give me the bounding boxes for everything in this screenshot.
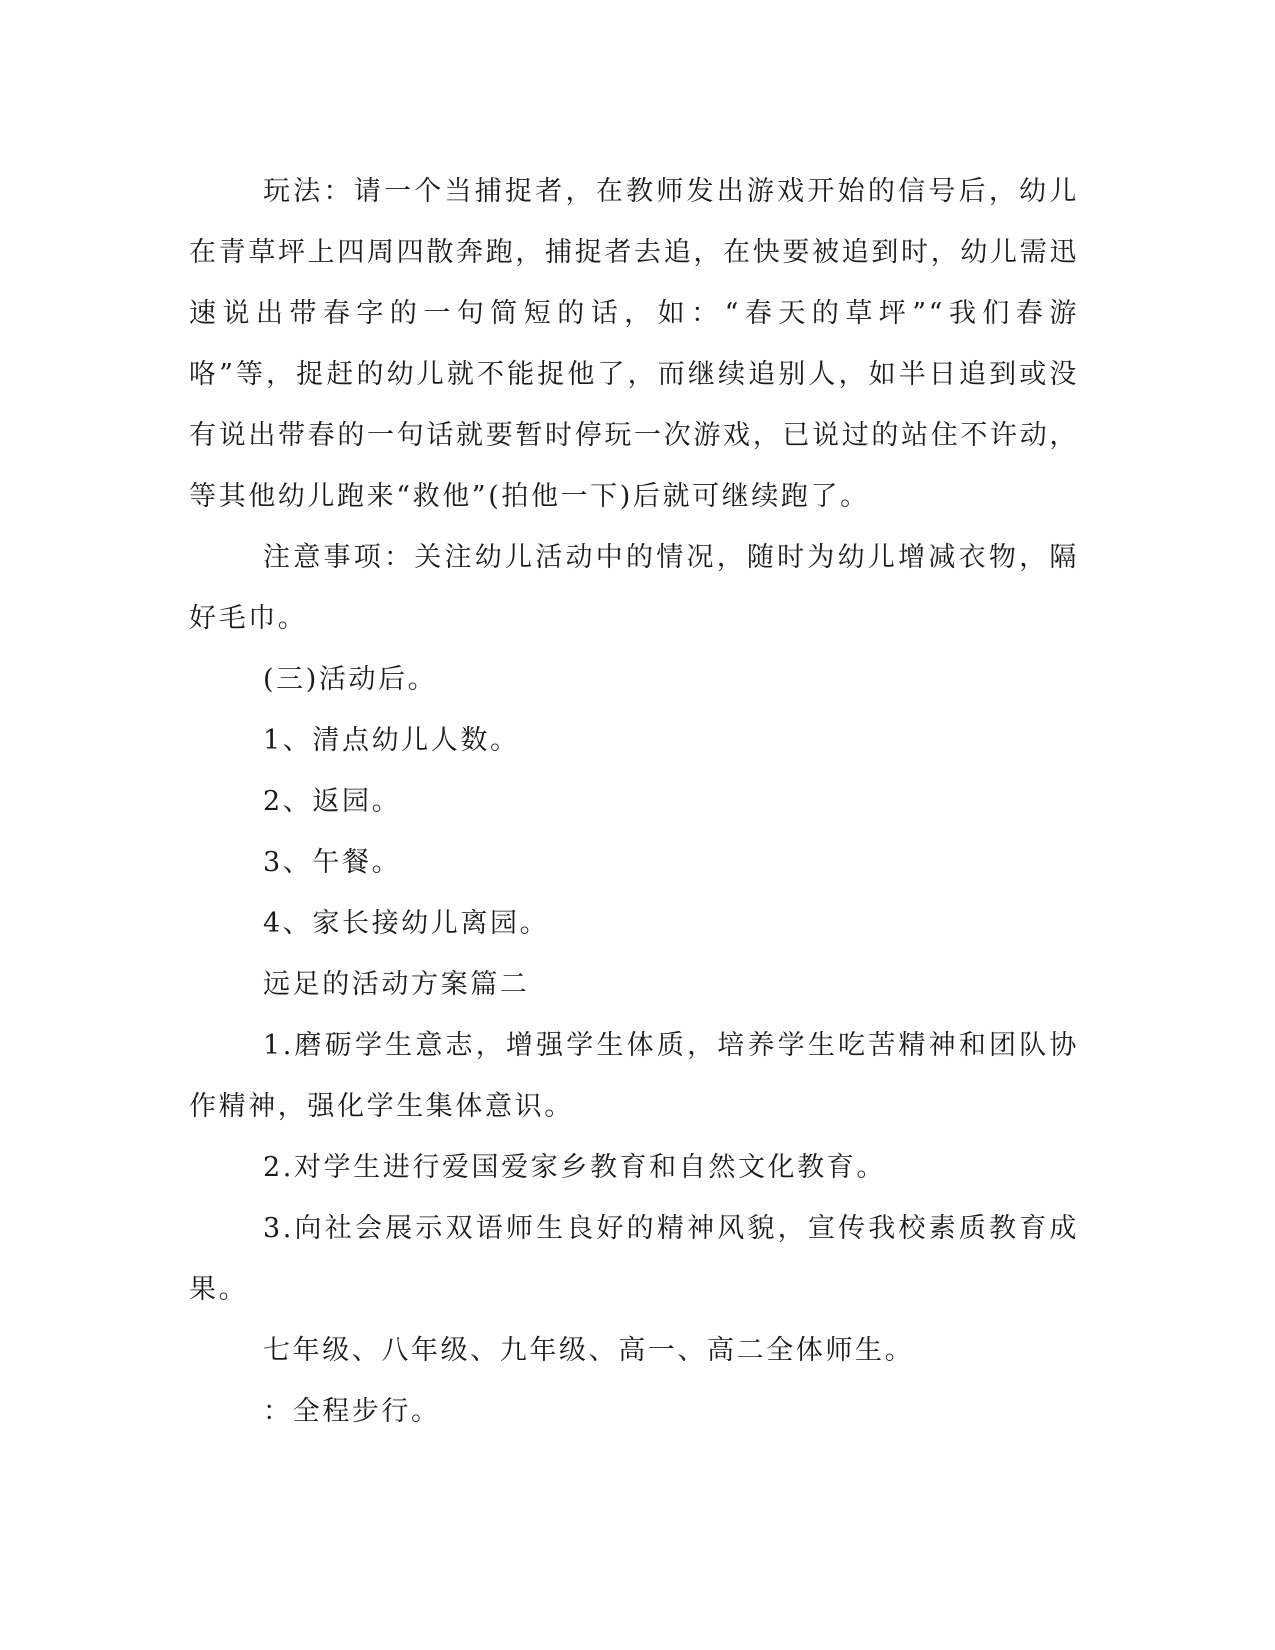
paragraph-game-rules: 玩法：请一个当捕捉者，在教师发出游戏开始的信号后，幼儿在青草坪上四周四散奔跑，捕捉者去追，在快要被追到时，幼儿需迅速说出带春字的一句简短的话，如：“春天的草坪”“我们春游咯”等，捉赶的幼儿就不能捉他了，而继续追别人，如半日追到或没有说出带春的一句话就要暂时停玩一次游戏，已说过的站住不许动，等其他幼儿跑来“救他”(拍他一下)后就可继续跑了。 — [189, 176, 1079, 512]
section-title-plan-two: 远足的活动方案篇二 — [263, 969, 530, 1000]
section-heading-after-activity: (三)活动后。 — [263, 664, 438, 695]
goal-item-2: 2.对学生进行爱国爱家乡教育和自然文化教育。 — [263, 1152, 886, 1183]
list-item-return: 2、返园。 — [263, 786, 402, 817]
list-item-count-children: 1、清点幼儿人数。 — [263, 725, 520, 756]
document-body — [189, 161, 1079, 1442]
participants-paragraph: 七年级、八年级、九年级、高一、高二全体师生。 — [263, 1335, 915, 1366]
list-item-pickup: 4、家长接幼儿离园。 — [263, 908, 550, 939]
goal-item-3: 3.向社会展示双语师生良好的精神风貌，宣传我校素质教育成果。 — [189, 1213, 1079, 1305]
method-paragraph: ：全程步行。 — [263, 1396, 441, 1427]
paragraph-precautions: 注意事项：关注幼儿活动中的情况，随时为幼儿增减衣物，隔好毛巾。 — [189, 542, 1079, 634]
goal-item-1: 1.磨砺学生意志，增强学生体质，培养学生吃苦精神和团队协作精神，强化学生集体意识。 — [189, 1030, 1079, 1122]
list-item-lunch: 3、午餐。 — [263, 847, 402, 878]
